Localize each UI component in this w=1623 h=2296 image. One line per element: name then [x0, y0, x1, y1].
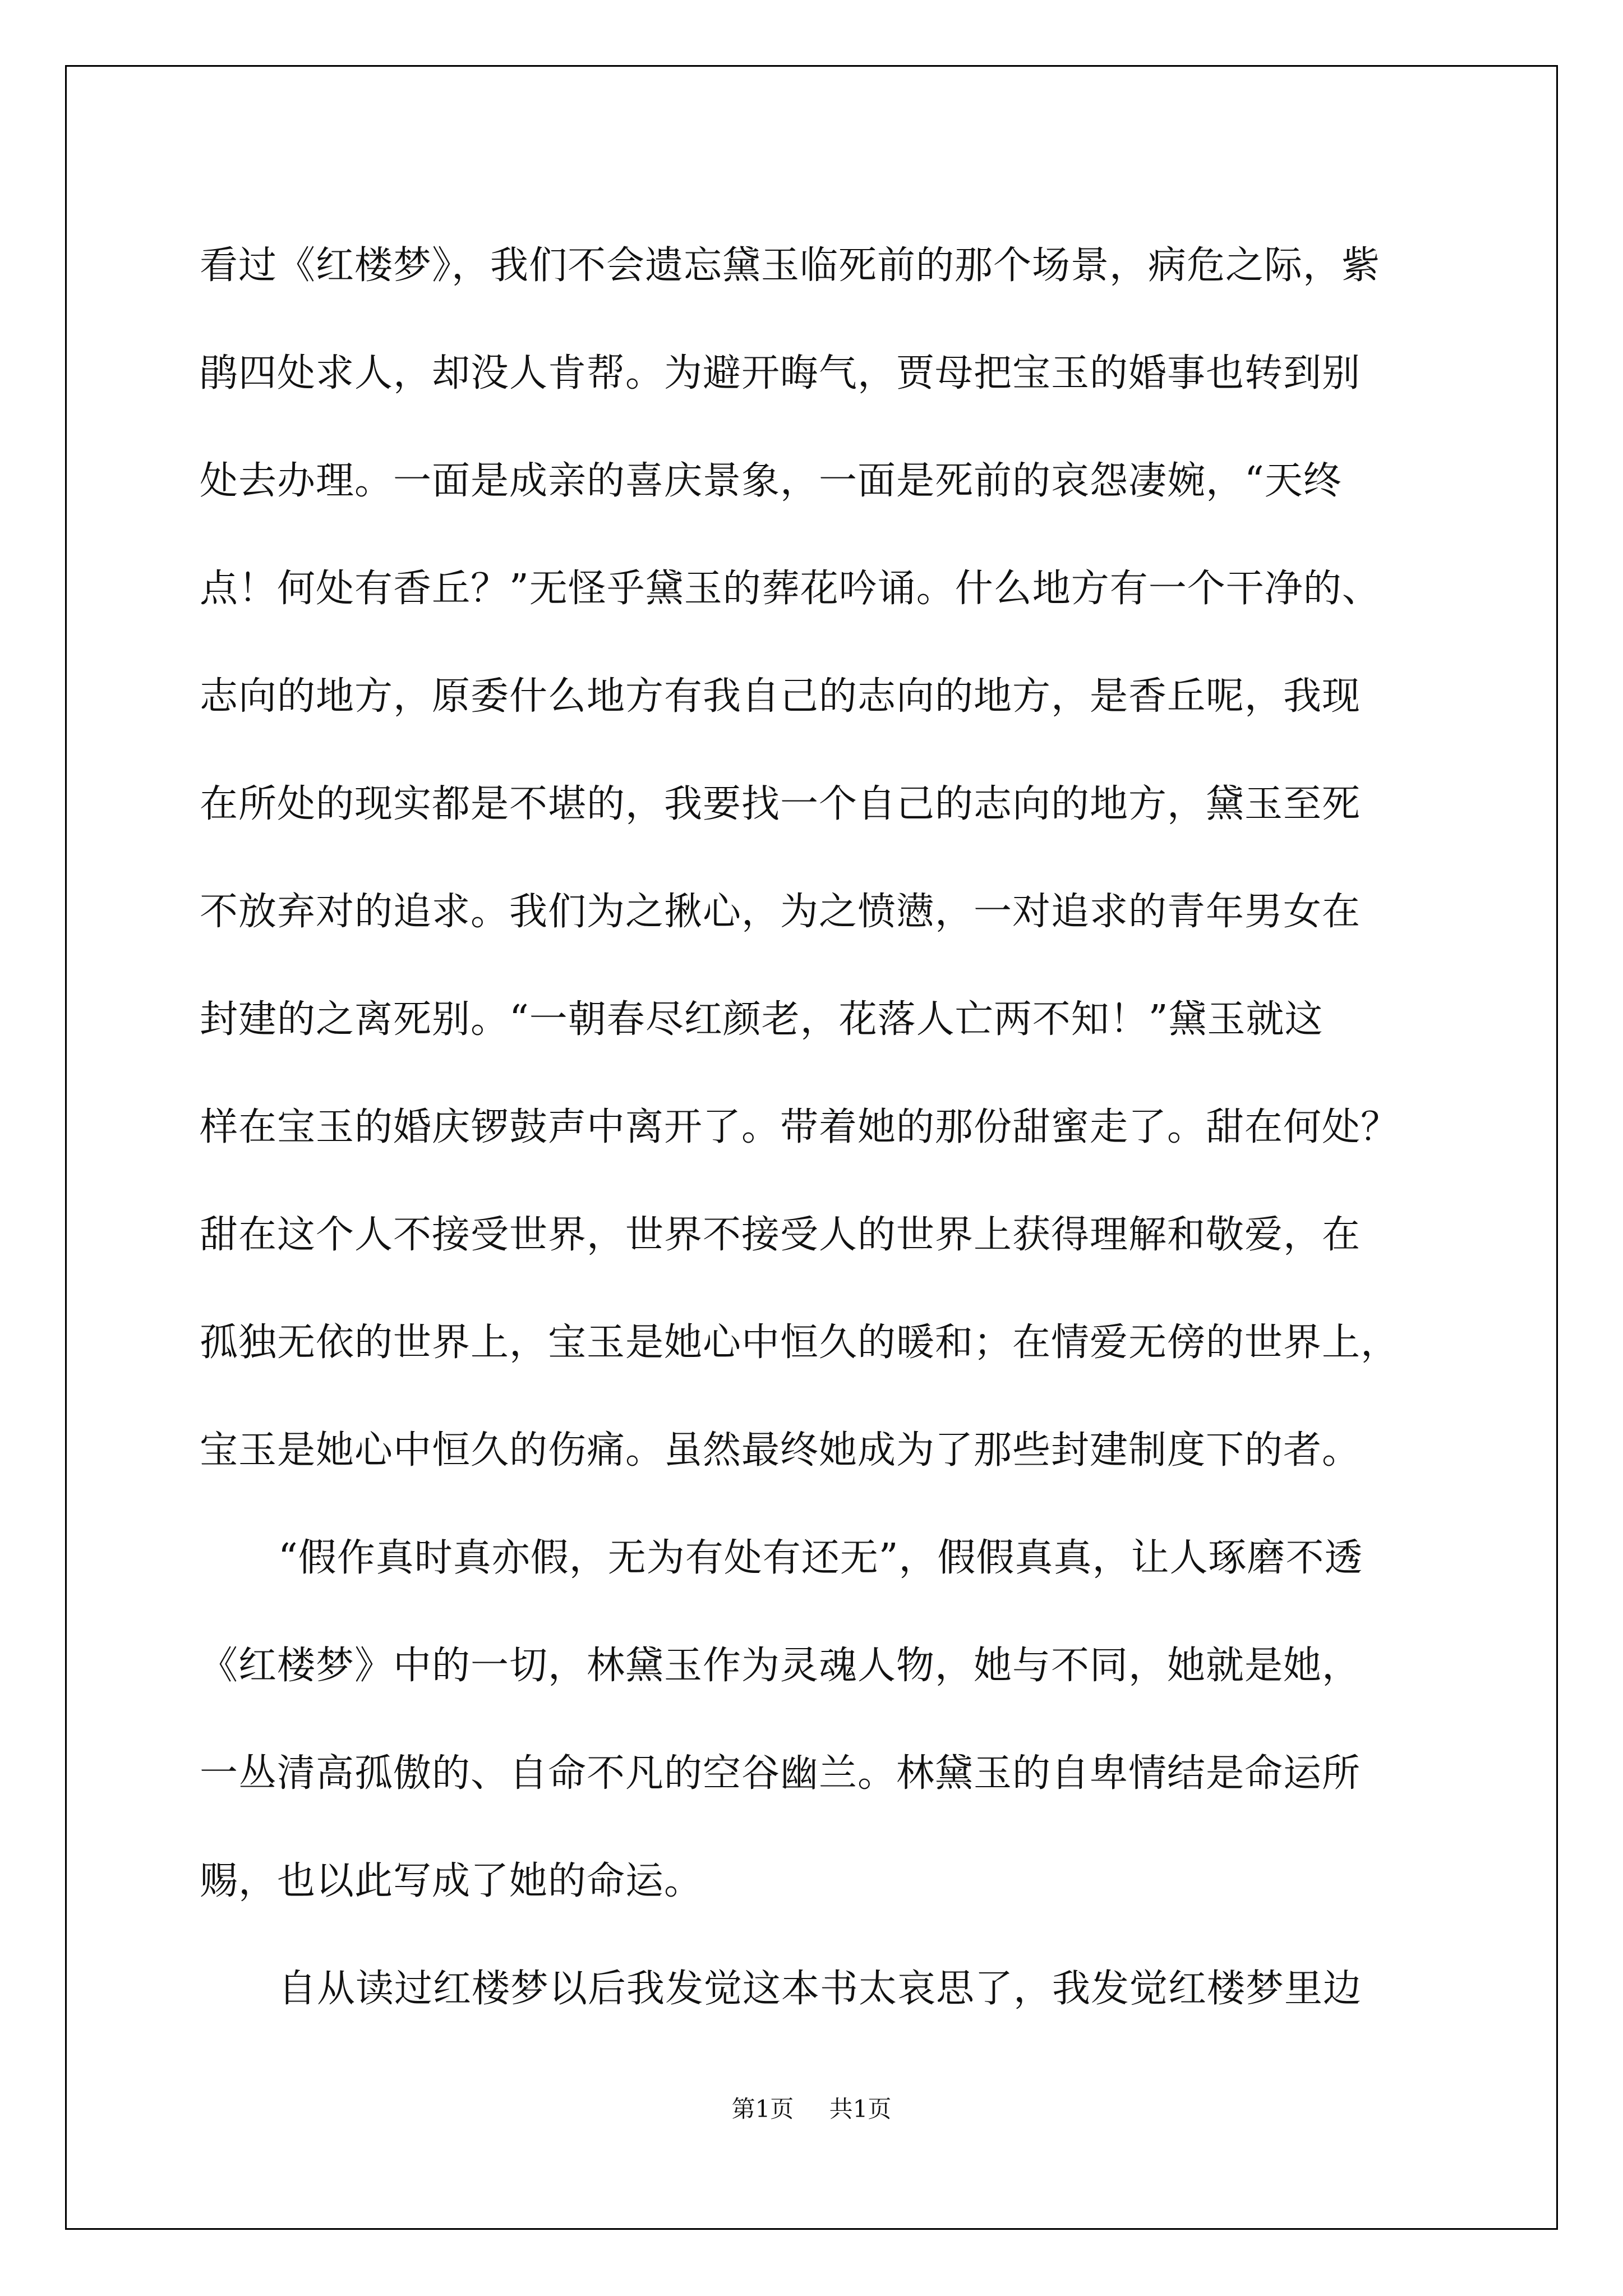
page-number: 第1页 [731, 2095, 794, 2123]
text-line: 样在宝玉的婚庆锣鼓声中离开了。带着她的那份甜蜜走了。甜在何处？ [200, 1105, 1400, 1149]
text-line: 在所处的现实都是不堪的，我要找一个自己的志向的地方，黛玉至死 [200, 782, 1361, 826]
body-text [200, 212, 1433, 2043]
text-line: 看过《红楼梦》，我们不会遗忘黛玉临死前的那个场景，病危之际，紫 [200, 243, 1381, 288]
text-line: 赐，也以此写成了她的命运。 [200, 1859, 703, 1903]
text-line: 《红楼梦》中的一切，林黛玉作为灵魂人物，她与不同，她就是她， [200, 1644, 1361, 1688]
text-line: 不放弃对的追求。我们为之揪心，为之愤懑，一对追求的青年男女在 [200, 890, 1361, 934]
text-line: 鹃四处求人，却没人肯帮。为避开晦气，贾母把宝玉的婚事也转到别 [200, 351, 1361, 395]
text-line: 宝玉是她心中恒久的伤痛。虽然最终她成为了那些封建制度下的者。 [200, 1428, 1361, 1473]
page-total: 共1页 [829, 2095, 892, 2123]
text-line-indented: 自从读过红楼梦以后我发觉这本书太哀思了，我发觉红楼梦里边 [278, 1967, 1362, 2011]
text-line: 封建的之离死别。“一朝春尽红颜老，花落人亡两不知！”黛玉就这 [200, 997, 1324, 1042]
text-line: 点！何处有香丘？”无怪乎黛玉的葬花吟诵。什么地方有一个干净的、 [200, 567, 1381, 611]
page-footer [0, 2092, 1623, 2126]
text-line: 甜在这个人不接受世界，世界不接受人的世界上获得理解和敬爱，在 [200, 1213, 1361, 1257]
text-line: 志向的地方，原委什么地方有我自己的志向的地方，是香丘呢，我现 [200, 674, 1361, 719]
text-line: 一丛清高孤傲的、自命不凡的空谷幽兰。林黛玉的自卑情结是命运所 [200, 1751, 1361, 1796]
text-line: 孤独无依的世界上，宝玉是她心中恒久的暖和；在情爱无傍的世界上， [200, 1320, 1400, 1365]
text-line: 处去办理。一面是成亲的喜庆景象，一面是死前的哀怨凄婉，“天终 [200, 459, 1342, 503]
text-line-indented: “假作真时真亦假，无为有处有还无”，假假真真，让人琢磨不透 [278, 1536, 1363, 1580]
